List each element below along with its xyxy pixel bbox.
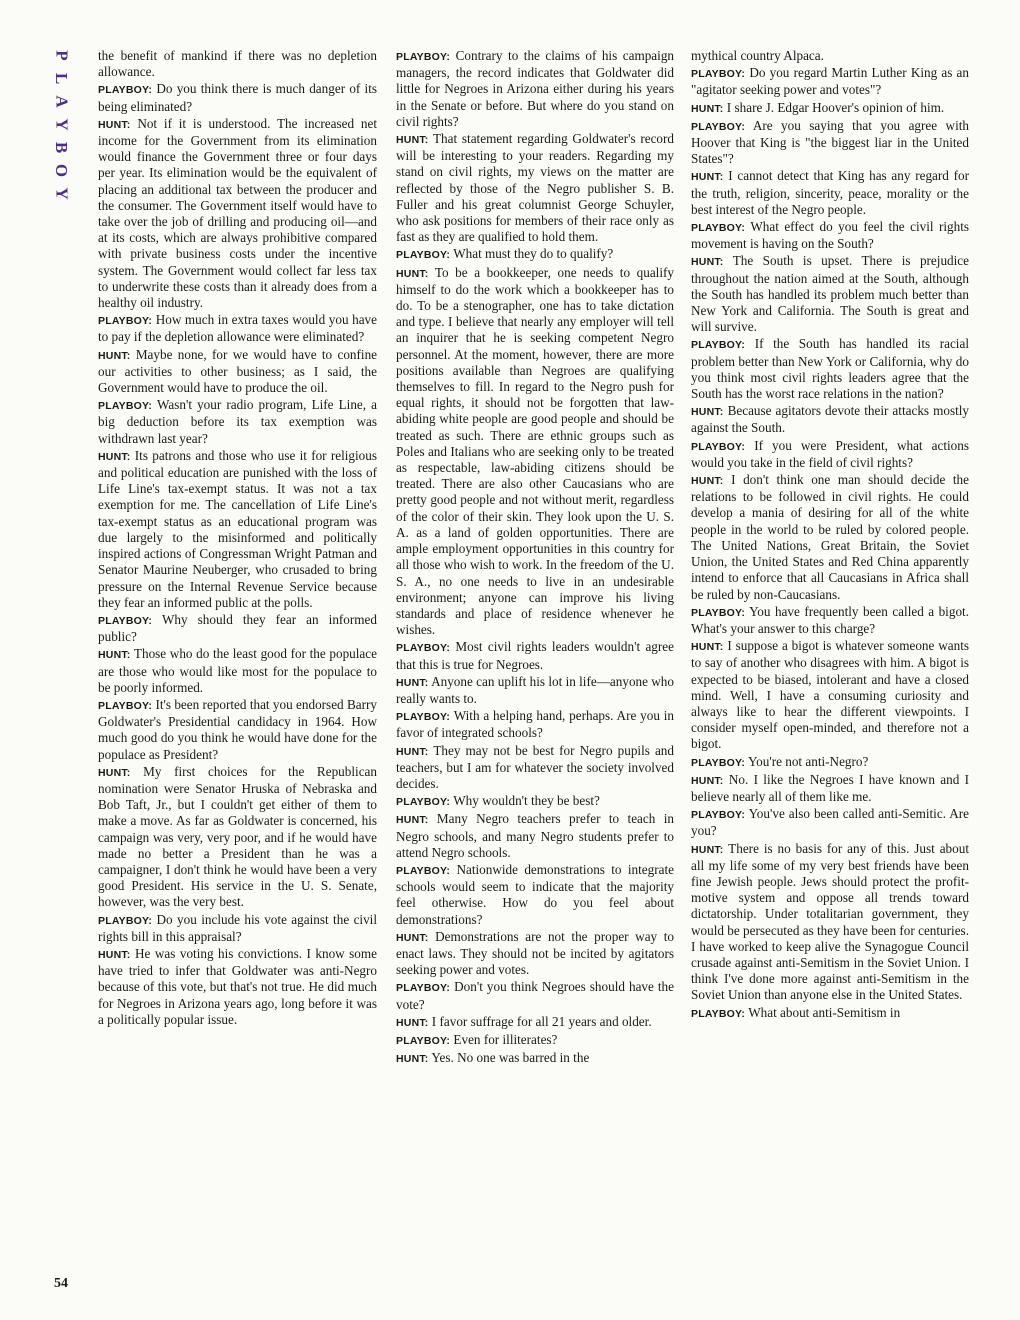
paragraph-text: If you were President, what actions would you take in the field of civil rights? (691, 437, 969, 470)
masthead-letter: A (52, 95, 72, 108)
masthead-letter: P (52, 50, 72, 61)
paragraph-text: the benefit of mankind if there was no depletion allowance. (98, 48, 377, 80)
text-column-3 (691, 48, 969, 1023)
speaker-label: HUNT: (396, 1016, 429, 1029)
speaker-label: HUNT: (691, 171, 724, 184)
interview-paragraph (396, 743, 674, 793)
paragraph-text: Wasn't your radio program, Life Line, a big deduction before its tax exemption was withdrawn last year? (98, 397, 378, 446)
paragraph-text: Most civil rights leaders wouldn't agree that this is true for Negroes. (396, 639, 674, 672)
speaker-label: PLAYBOY: (98, 84, 153, 97)
interview-paragraph (691, 219, 969, 252)
paragraph-text: If the South has handled its racial problem better than New York or California, why do you think most civil rights leaders agree that the South has the worst race relations in the nation? (691, 336, 969, 402)
interview-paragraph (691, 604, 969, 637)
speaker-label: PLAYBOY: (396, 864, 451, 877)
speaker-label: HUNT: (98, 349, 131, 362)
paragraph-text: I cannot detect that King has any regard for the truth, religion, sincerity, peace, morality or the best interest of the Negro people. (691, 168, 970, 217)
speaker-label: PLAYBOY: (691, 606, 746, 619)
paragraph-text: Why wouldn't they be best? (453, 793, 600, 809)
interview-paragraph (98, 764, 377, 911)
interview-paragraph (98, 312, 377, 345)
paragraph-text: What effect do you feel the civil rights movement is having on the South? (691, 219, 969, 252)
speaker-label: HUNT: (396, 1053, 429, 1066)
interview-paragraph (396, 1050, 674, 1067)
paragraph-text: Demonstrations are not the proper way to enact laws. They should not be incited by agitators seeking power and votes. (396, 928, 675, 978)
paragraph-text: Not if it is understood. The increased net income for the Government from its elimination would finance the Government three or four days per year. Its elimination would be the equivalent of placing an additional tax between the producer and the consumer. The Government itself would have to take over the job of drilling and producing oil—and at its costs, which are always prohibitive compared with private business costs under the incentive system. The Government would collect far less tax to underwrite these costs than it already does from a healthy oil industry. (98, 115, 377, 311)
interview-paragraph (396, 708, 674, 741)
interview-paragraph (691, 336, 969, 402)
interview-paragraph (396, 246, 674, 263)
paragraph-text: Why should they fear an informed public? (98, 611, 377, 645)
text-column-1 (98, 48, 377, 1029)
paragraph-text: I favor suffrage for all 21 years and older. (431, 1013, 652, 1029)
interview-paragraph (396, 811, 674, 861)
paragraph-text: It's been reported that you endorsed Barry Goldwater's Presidential candidacy in 1964. How much good do you think he would have done for the populace as President? (98, 696, 377, 762)
paragraph-text: Contrary to the claims of his campaign managers, the record indicates that Goldwater did little for Negroes in Arizona either during his years in the Senate or before. But where do you stand on civil rights? (396, 48, 675, 129)
paragraph-text: Anyone can uplift his lot in life—anyone who really wants to. (396, 673, 674, 706)
speaker-label: PLAYBOY: (396, 1034, 451, 1047)
interview-paragraph (396, 48, 674, 130)
interview-paragraph (691, 772, 969, 805)
interview-paragraph (396, 265, 674, 639)
paragraph-text: You have frequently been called a bigot. What's your answer to this charge? (691, 603, 969, 636)
interview-paragraph (691, 168, 969, 218)
speaker-label: HUNT: (691, 641, 724, 654)
paragraph-text: Even for illiterates? (453, 1031, 558, 1047)
speaker-label: PLAYBOY: (98, 400, 153, 413)
speaker-label: HUNT: (396, 676, 429, 689)
interview-paragraph (98, 397, 377, 447)
interview-paragraph (396, 862, 674, 928)
paragraph-text: He was voting his convictions. I know some have tried to infer that Goldwater was anti-Negro because of this vote, but that's not true. He did much for Negroes in Arizona years ago, long before it was a politically popular issue. (98, 945, 378, 1027)
speaker-label: PLAYBOY: (691, 339, 746, 352)
paragraph-text: I share J. Edgar Hoover's opinion of him. (726, 99, 945, 115)
speaker-label: PLAYBOY: (396, 642, 451, 655)
interview-paragraph (691, 118, 969, 168)
interview-paragraph (691, 48, 969, 64)
paragraph-text: I suppose a bigot is whatever someone wants to say of another who disagrees with him. A bigot is expected to be biased, intolerant and have a closed mind. Well, I have a consuming curiosity and always like to hear the different viewpoints. I consider myself open-minded, and therefore not a bigot. (691, 638, 969, 752)
paragraph-text: To be a bookkeeper, one needs to qualify himself to do the work which a bookkeeper has to do. To be a stenographer, one has to take dictation and type. I believe that nearly any employer will tell an inquirer that he is seeking competent Negro personnel. At the moment, however, there are more positions available than Negroes are qualifying themselves to fill. In regard to the Negro push for equal rights, it should not be forgotten that law-abiding white people are good people and should be treated as such. There are ethnic groups such as Poles and Italians who are seeking only to be treated as respectable, law-abiding citizens should be treated. There are also other Caucasians who are pretty good people and not without merit, regardless of the color of their skin. They look upon the U. S. A. as a land of golden opportunities. There are ample employment opportunities in this country for all those who wish to work. In the freedom of the U. S. A., no one needs to live in an undesirable environment; anyone can improve his living standards and place of residence whenever he wishes. (396, 264, 674, 638)
interview-paragraph (396, 639, 674, 672)
interview-paragraph (98, 697, 377, 763)
speaker-label: HUNT: (98, 118, 131, 131)
interview-paragraph (691, 253, 969, 335)
paragraph-text: Don't you think Negroes should have the vote? (396, 979, 674, 1012)
speaker-label: PLAYBOY: (691, 222, 746, 235)
speaker-label: PLAYBOY: (691, 756, 746, 769)
speaker-label: HUNT: (396, 931, 429, 944)
interview-paragraph (98, 81, 377, 114)
paragraph-text: Its patrons and those who use it for religious and political education are punished with the loss of Life Line's tax-exempt status. It was not a tax exemption for me. The cancellation of Life Line's tax-exempt status as an educational program was due largely to the misinformed and politically inspired actions of Congressman Wright Patman and Senator Maurine Neuberger, who crusaded to bring pressure on the Internal Revenue Service because they fear an informed public at the polls. (98, 447, 377, 610)
paragraph-text: No. I like the Negroes I have known and I believe nearly all of them like me. (691, 771, 970, 804)
speaker-label: PLAYBOY: (98, 614, 153, 627)
interview-paragraph (691, 754, 969, 771)
playboy-masthead (44, 44, 80, 205)
paragraph-text: You've also been called anti-Semitic. Are you? (691, 806, 969, 839)
speaker-label: HUNT: (98, 649, 131, 662)
speaker-label: PLAYBOY: (396, 51, 451, 63)
interview-paragraph (98, 116, 377, 311)
speaker-label: PLAYBOY: (396, 711, 451, 724)
interview-paragraph (691, 472, 969, 603)
speaker-label: PLAYBOY: (691, 68, 746, 81)
interview-paragraph (396, 929, 674, 979)
masthead-letter: Y (52, 187, 72, 200)
paragraph-text: mythical country Alpaca. (691, 48, 824, 63)
interview-paragraph (396, 1032, 674, 1049)
interview-paragraph (691, 806, 969, 839)
paragraph-text: What must they do to qualify? (453, 246, 614, 262)
interview-paragraph (98, 448, 377, 611)
masthead-letter: Y (52, 118, 72, 131)
paragraph-text: The South is upset. There is prejudice throughout the nation aimed at the South, although the South has handled its problem much better than New York and California. The South is great and will survive. (691, 253, 970, 335)
paragraph-text: Do you regard Martin Luther King as an "agitator seeking power and votes"? (691, 65, 969, 98)
speaker-label: PLAYBOY: (691, 1007, 746, 1020)
speaker-label: HUNT: (691, 774, 724, 787)
interview-paragraph (691, 65, 969, 98)
interview-paragraph (396, 793, 674, 810)
paragraph-text: Yes. No one was barred in the (431, 1050, 590, 1066)
paragraph-text: Do you include his vote against the civil rights bill in this appraisal? (98, 911, 378, 944)
speaker-label: PLAYBOY: (396, 249, 451, 262)
speaker-label: HUNT: (691, 843, 724, 856)
interview-paragraph (396, 1014, 674, 1031)
speaker-label: PLAYBOY: (98, 699, 153, 712)
speaker-label: HUNT: (396, 134, 429, 147)
interview-paragraph (98, 48, 377, 80)
paragraph-text: Because agitators devote their attacks mostly against the South. (691, 403, 970, 436)
paragraph-text: With a helping hand, perhaps. Are you in favor of integrated schools? (396, 708, 674, 741)
interview-paragraph (98, 612, 377, 645)
interview-paragraph (98, 946, 377, 1028)
interview-paragraph (691, 100, 969, 117)
masthead-letter: O (52, 163, 72, 178)
interview-paragraph (98, 646, 377, 696)
paragraph-text: Do you think there is much danger of its being eliminated? (98, 81, 377, 114)
speaker-label: HUNT: (98, 948, 131, 961)
interview-paragraph (691, 638, 969, 752)
paragraph-text: You're not anti-Negro? (747, 753, 869, 769)
speaker-label: HUNT: (691, 102, 724, 115)
interview-paragraph (691, 1005, 969, 1022)
interview-paragraph (691, 841, 969, 1004)
speaker-label: HUNT: (691, 256, 724, 269)
paragraph-text: That statement regarding Goldwater's record will be interesting to your readers. Regarding my stand on civil rights, my views on the matter are reflected by those of the Negro publisher S. B. Fuller and his great columnist George Schuyler, who ask positions for members of their race only as fast as they are qualified to hold them. (396, 131, 675, 245)
speaker-label: PLAYBOY: (98, 315, 153, 328)
interview-paragraph (691, 438, 969, 471)
interview-paragraph (691, 403, 969, 436)
speaker-label: HUNT: (98, 450, 131, 463)
text-column-2 (396, 48, 674, 1068)
paragraph-text: They may not be best for Negro pupils and teachers, but I am for whatever the society involved decides. (396, 742, 674, 791)
speaker-label: PLAYBOY: (691, 809, 746, 822)
paragraph-text: I don't think one man should decide the relations to be followed in civil rights. He could develop a mania of desiring for all of the white people in the world to be ruled by colored people. The United Nations, Great Britain, the Soviet Union, the United States and Red China apparently intend to enforce that all Caucasians in Africa shall be ruled by non-Caucasians. (691, 472, 969, 602)
paragraph-text: Those who do the least good for the populace are those who would like most for the populace to be poorly informed. (98, 646, 377, 695)
interview-paragraph (396, 674, 674, 707)
speaker-label: PLAYBOY: (396, 982, 451, 995)
paragraph-text: Many Negro teachers prefer to teach in Negro schools, and many Negro students prefer to attend Negro schools. (396, 811, 675, 860)
page-number: 54 (54, 1276, 68, 1291)
paragraph-text: Are you saying that you agree with Hoover that King is "the biggest liar in the United States"? (691, 117, 969, 167)
paragraph-text: Maybe none, for we would have to confine our activities to other business; as I said, the Government would have to produce the oil. (98, 346, 378, 396)
paragraph-text: There is no basis for any of this. Just about all my life some of my very best friends have been fine Jewish people. Jews should protect the profit-motive system and oppose all trends toward dictatorship. Under totalitarian government, they would be persecuted as they have been for centuries. I have worked to keep alive the Synagogue Council crusade against anti-Semitism in the Soviet Union. I think I've done more against anti-Semitism in the Soviet Union than anyone else in the United States. (691, 840, 969, 1003)
paragraph-text: How much in extra taxes would you have to pay if the depletion allowance were eliminated? (98, 312, 378, 345)
speaker-label: HUNT: (396, 814, 429, 827)
speaker-label: HUNT: (396, 267, 429, 280)
masthead-letter: L (52, 72, 72, 85)
speaker-label: PLAYBOY: (691, 120, 746, 133)
speaker-label: PLAYBOY: (98, 914, 153, 927)
speaker-label: PLAYBOY: (691, 440, 746, 453)
speaker-label: HUNT: (98, 766, 131, 779)
speaker-label: HUNT: (691, 406, 724, 419)
speaker-label: HUNT: (691, 475, 724, 488)
interview-paragraph (396, 131, 674, 245)
paragraph-text: What about anti-Semitism in (748, 1004, 901, 1020)
paragraph-text: Nationwide demonstrations to integrate schools would seem to indicate that the majority feel otherwise. How do you feel about demonstrations? (396, 861, 674, 927)
masthead-letter: B (52, 141, 72, 154)
interview-paragraph (98, 912, 377, 945)
paragraph-text: My first choices for the Republican nomination were Senator Hruska of Nebraska and Bob Taft, Jr., but I couldn't get either of them to make a move. As far as Goldwater is concerned, his campaign was very, very poor, and if he would have made no better a President than he was a campaigner, I don't think he would have been a very good President. His service in the U. S. Senate, however, was the very best. (98, 763, 377, 910)
interview-paragraph (98, 347, 377, 397)
speaker-label: HUNT: (396, 745, 429, 758)
interview-paragraph (396, 979, 674, 1012)
speaker-label: PLAYBOY: (396, 796, 451, 809)
